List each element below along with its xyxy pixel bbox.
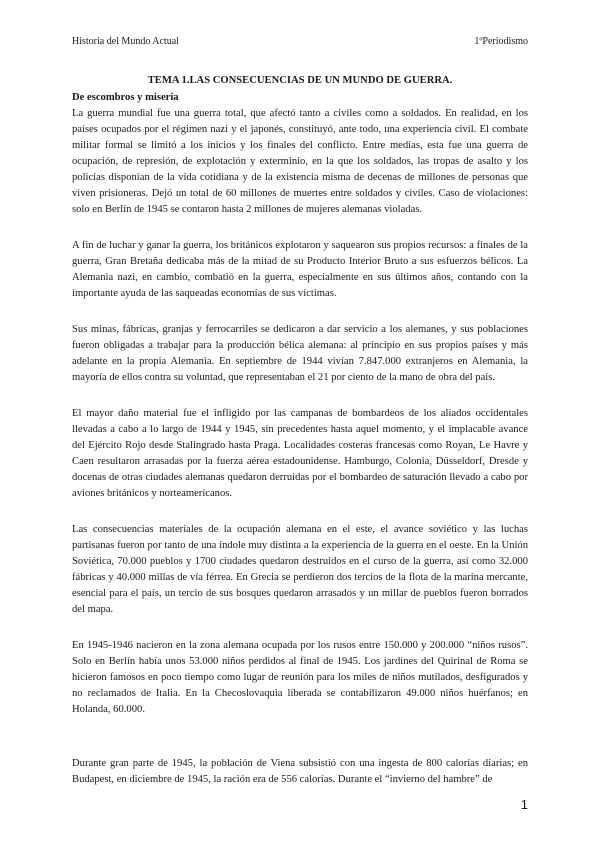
document-body [72, 106, 528, 808]
paragraph-2: A fin de luchar y ganar la guerra, los británicos explotaron y saquearon sus propios recursos: a finales de la guerra, Gran Bretaña dedicaba más de la mitad de su Producto Interior Bruto a sus esfuerzos bélicos. La Alemania nazi, en cambio, combatió en la guerra, especialmente en sus últimos años, contando con la importante ayuda de las saqueadas economías de sus víctimas. [72, 240, 528, 299]
paragraph-6: En 1945-1946 nacieron en la zona alemana ocupada por los rusos entre 150.000 y 200.000 “niños rusos”. Solo en Berlín había unos 53.000 niños perdidos al final de 1945. Los jardines del Quirinal de Roma se hicieron famosos en poco tiempo como lugar de reunión para los miles de niños mutilados, desfigurados y no reclamados de Italia. En la Checoslovaquia liberada se contabilizaron 49.000 niños huérfanos; en Holanda, 60.000. [72, 640, 528, 715]
header-course-group: 1ºPeriodismo [474, 36, 528, 47]
paragraph-4: El mayor daño material fue el infligido por las campanas de bombardeos de los aliados occidentales llevadas a cabo a lo largo de 1944 y 1945, sin precedentes hasta aquel momento, y el implacable avance del Ejército Rojo desde Stalingrado hasta Praga. Localidades costeras francesas como Royan, Le Havre y Caen resultaron arrasadas por la fuerza aérea estadounidense. Hamburgo, Colonia, Düsseldorf, Dresde y docenas de otras ciudades alemanas quedaron derruidas por el bombardeo de saturación llevado a cabo por aviones británicos y norteamericanos. [72, 408, 528, 499]
header-course-title: Historia del Mundo Actual [72, 36, 179, 47]
section-heading: De escombros y miseria [72, 92, 179, 103]
document-title: TEMA 1.LAS CONSECUENCIAS DE UN MUNDO DE GUERRA. [147, 75, 453, 86]
paragraph-7: Durante gran parte de 1945, la población de Viena subsistió con una ingesta de 800 calorías diarias; en Budapest, en diciembre de 1945, la ración era de 556 calorías. Durante el “invierno del hambre” de [72, 758, 528, 785]
paragraph-5: Las consecuencias materiales de la ocupación alemana en el este, el avance soviético y las luchas partisanas fueron por tanto de una índole muy distinta a la experiencia de la guerra en el oeste. En la Unión Soviética, 70.000 pueblos y 1700 ciudades quedaron destruidos en el curso de la guerra, así como 32.000 fábricas y 40.000 millas de vía férrea. En Grecia se perdieron dos tercios de la flota de la marina mercante, esencial para el país, un tercio de sus bosques quedaron arrasados y un millar de pueblos fueron borrados del mapa. [72, 524, 528, 615]
paragraph-1: La guerra mundial fue una guerra total, que afectó tanto a civiles como a soldados. En realidad, en los países ocupados por el régimen nazi y el japonés, constituyó, ante todo, una experiencia civil. El combate militar formal se limitó a los inicios y los finales del conflicto. Entre medias, esta fue una guerra de ocupación, de represión, de explotación y exterminio, en la que los soldados, las tropas de asalto y los policías disponían de la vida cotidiana y de la existencia misma de decenas de millones de personas que viven prisioneras. Dejó un total de 60 millones de muertes entre soldados y civiles. Caso de violaciones: solo en Berlín de 1945 se contaron hasta 2 millones de mujeres alemanas violadas. [72, 108, 528, 215]
paragraph-3: Sus minas, fábricas, granjas y ferrocarriles se dedicaron a dar servicio a los alemanes, y sus poblaciones fueron obligadas a trabajar para la producción bélica alemana: al principio en sus propios países y más adelante en la propia Alemania. En septiembre de 1944 vivían 7.847.000 extranjeros en Alemania, la mayoría de ellos contra su voluntad, que representaban el 21 por ciento de la mano de obra del país. [72, 324, 528, 383]
page-number: 1 [520, 797, 528, 812]
